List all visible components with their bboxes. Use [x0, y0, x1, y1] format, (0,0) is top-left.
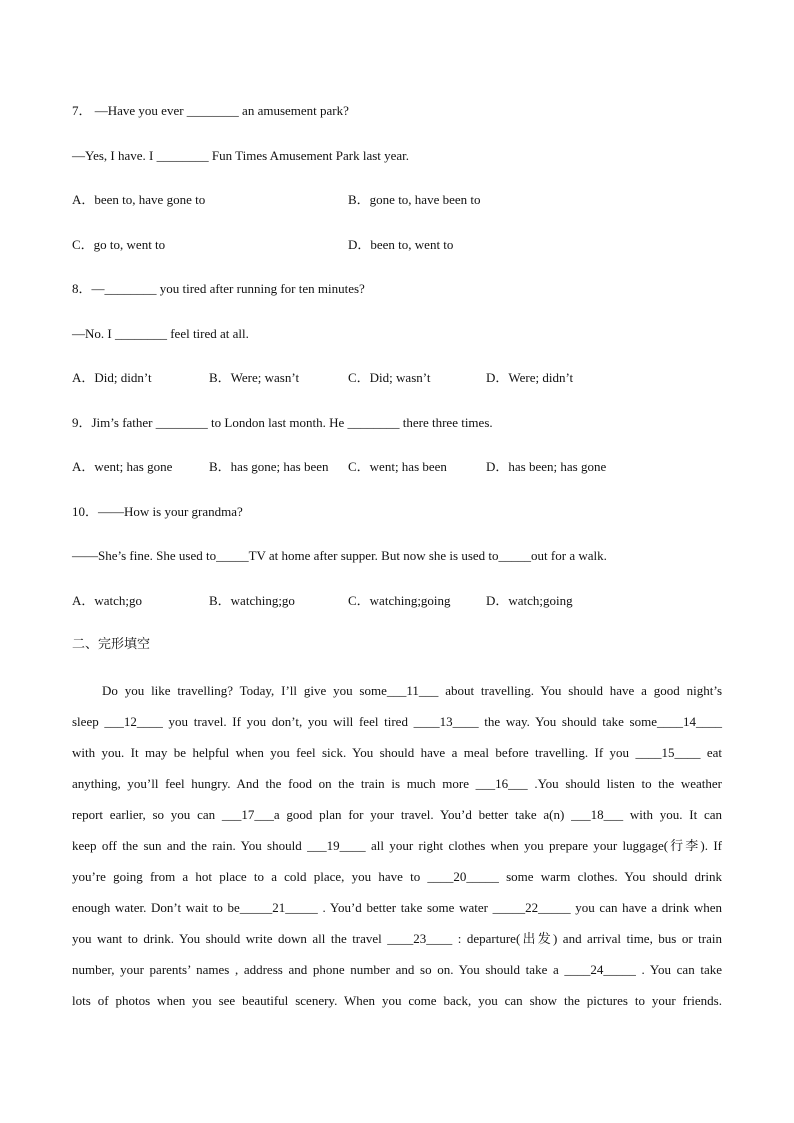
passage-line: keep off the sun and the rain. You should ___19____ all your right clothes when you prepare your luggage(行李). If: [72, 838, 722, 853]
passage-line: you’re going from a hot place to a cold place, you have to ____20_____ some warm clothes. You should drink: [72, 869, 722, 884]
passage-line: lots of photos when you see beautiful scenery. When you come back, you can show the pictures to your friends.: [72, 993, 722, 1008]
question-8-option-b: B．Were; wasn’t: [209, 370, 300, 385]
question-9-option-b: B．has gone; has been: [209, 459, 329, 474]
question-7-stem: 7． —Have you ever ________ an amusement park?: [72, 103, 349, 118]
question-9-option-a: A．went; has gone: [72, 459, 173, 474]
passage-line: Do you like travelling? Today, I’ll give you some___11___ about travelling. You should have a good night’s: [102, 683, 722, 698]
question-8-option-d: D．Were; didn’t: [486, 370, 574, 385]
question-8-answer-line: —No. I ________ feel tired at all.: [72, 326, 249, 341]
question-7-option-a: A．been to, have gone to: [72, 192, 206, 207]
question-10-answer-line: ——She’s fine. She used to_____TV at home after supper. But now she is used to_____out for a walk.: [72, 548, 607, 563]
passage-line: you want to drink. You should write down all the travel ____23____ : departure(出发) and arrival time, bus or train: [72, 931, 722, 946]
question-7-option-c: C．go to, went to: [72, 237, 166, 252]
question-9-option-c: C．went; has been: [348, 459, 447, 474]
question-8-option-a: A．Did; didn’t: [72, 370, 152, 385]
question-7-answer-line: —Yes, I have. I ________ Fun Times Amusement Park last year.: [72, 148, 410, 163]
question-10-option-a: A．watch;go: [72, 593, 143, 608]
question-10-option-c: C．watching;going: [348, 593, 451, 608]
passage-line: anything, you’ll feel hungry. And the food on the train is much more ___16___ .You should listen to the weather: [72, 776, 722, 791]
passage-line: sleep ___12____ you travel. If you don’t, you will feel tired ____13____ the way. You should take some____14____: [72, 714, 722, 729]
passage-line: with you. It may be helpful when you feel sick. You should have a meal before travelling. If you ____15____ eat: [72, 745, 722, 760]
cloze-passage: [72, 683, 722, 1024]
question-10-option-b: B．watching;go: [209, 593, 295, 608]
question-8-option-c: C．Did; wasn’t: [348, 370, 431, 385]
question-8-stem: 8．—________ you tired after running for ten minutes?: [72, 281, 365, 296]
passage-line: report earlier, so you can ___17___a good plan for your travel. You’d better take a(n) ___18___ with you. It can: [72, 807, 722, 822]
question-10-stem: 10．——How is your grandma?: [72, 504, 243, 519]
question-7-option-b: B．gone to, have been to: [348, 192, 481, 207]
section-title: 二、完形填空: [72, 637, 151, 652]
question-7-option-d: D．been to, went to: [348, 237, 454, 252]
question-9-stem: 9．Jim’s father ________ to London last month. He ________ there three times.: [72, 415, 493, 430]
question-9-option-d: D．has been; has gone: [486, 459, 607, 474]
question-10-option-d: D．watch;going: [486, 593, 573, 608]
passage-line: enough water. Don’t wait to be_____21_____ . You’d better take some water _____22_____ you can have a drink when: [72, 900, 722, 915]
passage-line: number, your parents’ names , address and phone number and so on. You should take a ____24_____ . You can take: [72, 962, 722, 977]
